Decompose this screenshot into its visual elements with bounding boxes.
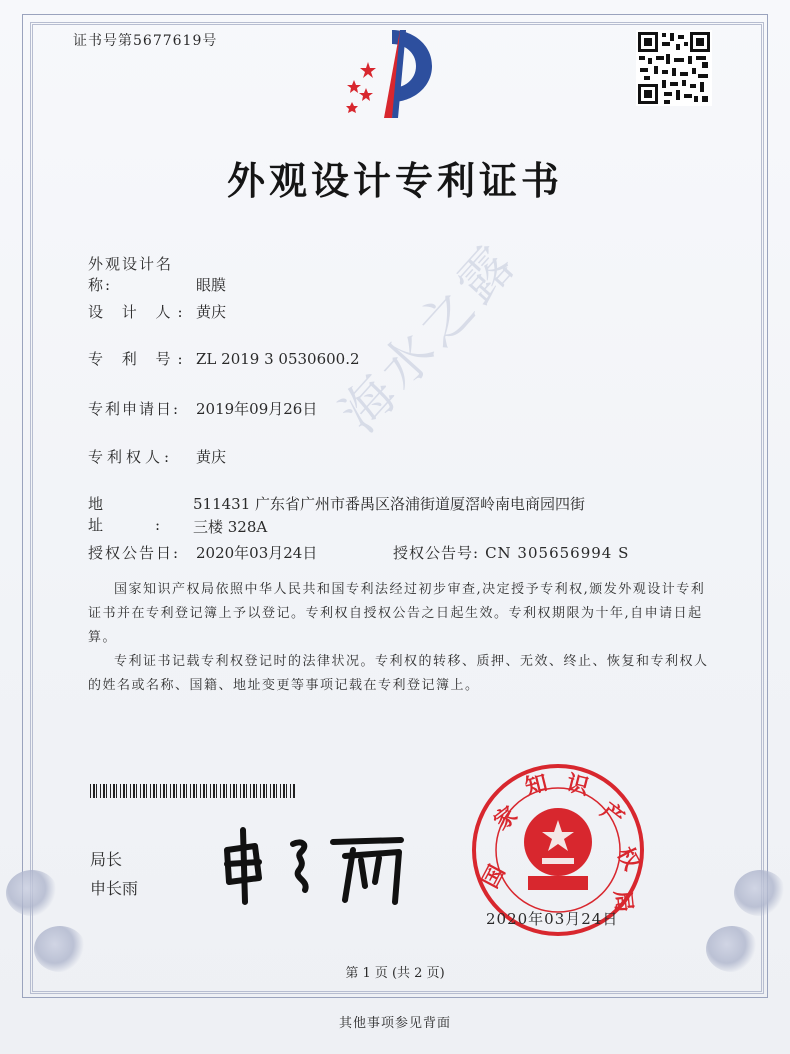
- design-name-label: 外观设计名称:: [88, 255, 174, 294]
- patentee-value: 黄庆: [196, 448, 227, 466]
- barcode-icon: [90, 784, 296, 798]
- designer-label: 设 计 人:: [88, 303, 190, 321]
- corner-ornament-right: [734, 870, 786, 916]
- svg-text:产: 产: [595, 798, 629, 832]
- patent-number-row: [88, 348, 360, 369]
- design-name-value: 眼膜: [196, 276, 227, 294]
- patent-number-value: ZL 2019 3 0530600.2: [196, 350, 360, 368]
- svg-text:识: 识: [563, 770, 592, 801]
- filing-date-label: 专利申请日:: [88, 400, 181, 418]
- director-title: 局长: [90, 850, 123, 869]
- corner-ornament-left: [6, 870, 58, 916]
- svg-text:家: 家: [489, 802, 523, 836]
- address-value: 511431 广东省广州市番禺区洛浦街道厦滘岭南电商园四街三楼 328A: [193, 495, 586, 536]
- patent-number-label: 专 利 号:: [88, 350, 190, 368]
- certificate-title: 外观设计专利证书: [226, 159, 563, 203]
- cnipa-logo-icon: [340, 22, 450, 122]
- designer-row: [88, 301, 226, 322]
- certificate-number: 证书号第5677619号: [73, 33, 218, 49]
- qr-code-icon: [636, 30, 712, 106]
- watermark-text: 海水之露: [329, 231, 530, 444]
- grant-date-label: 授权公告日:: [88, 544, 181, 562]
- svg-text:知: 知: [522, 770, 551, 801]
- address-row: [88, 493, 213, 535]
- director-name: 申长雨: [90, 879, 139, 898]
- legal-paragraph-2: 专利证书记载专利权登记时的法律状况。专利权的转移、质押、无效、终止、恢复和专利权人的姓名或名称、国籍、地址变更等事项记载在专利登记簿上。: [88, 654, 709, 693]
- legal-paragraph-1: 国家知识产权局依照中华人民共和国专利法经过初步审查,决定授予专利权,颁发外观设计专利证书并在专利登记簿上予以登记。专利权自授权公告之日起生效。专利权期限为十年,自申请日起算。: [88, 582, 706, 645]
- filing-date-row: [88, 398, 317, 419]
- grant-number-row: [393, 542, 629, 563]
- svg-text:局: 局: [608, 889, 637, 914]
- filing-date-value: 2019年09月26日: [196, 400, 318, 418]
- footer-note: 其他事项参见背面: [338, 1016, 451, 1031]
- grant-date-row: [88, 542, 317, 563]
- grant-date-value: 2020年03月24日: [196, 544, 318, 562]
- grant-number-label: 授权公告号:: [393, 544, 480, 562]
- patentee-label: 专利权人:: [88, 448, 174, 466]
- svg-text:国: 国: [478, 861, 511, 893]
- page-number: 第 1 页 (共 2 页): [345, 966, 445, 981]
- seal-date: 2020年03月24日: [486, 910, 619, 928]
- address-label: 地 址:: [88, 495, 213, 534]
- grant-number-value: CN 305656994 S: [485, 544, 630, 562]
- designer-value: 黄庆: [196, 303, 227, 321]
- svg-text:权: 权: [611, 843, 644, 875]
- patentee-row: [88, 446, 226, 467]
- handwritten-signature-icon: [215, 820, 415, 910]
- design-name-row: [88, 253, 226, 295]
